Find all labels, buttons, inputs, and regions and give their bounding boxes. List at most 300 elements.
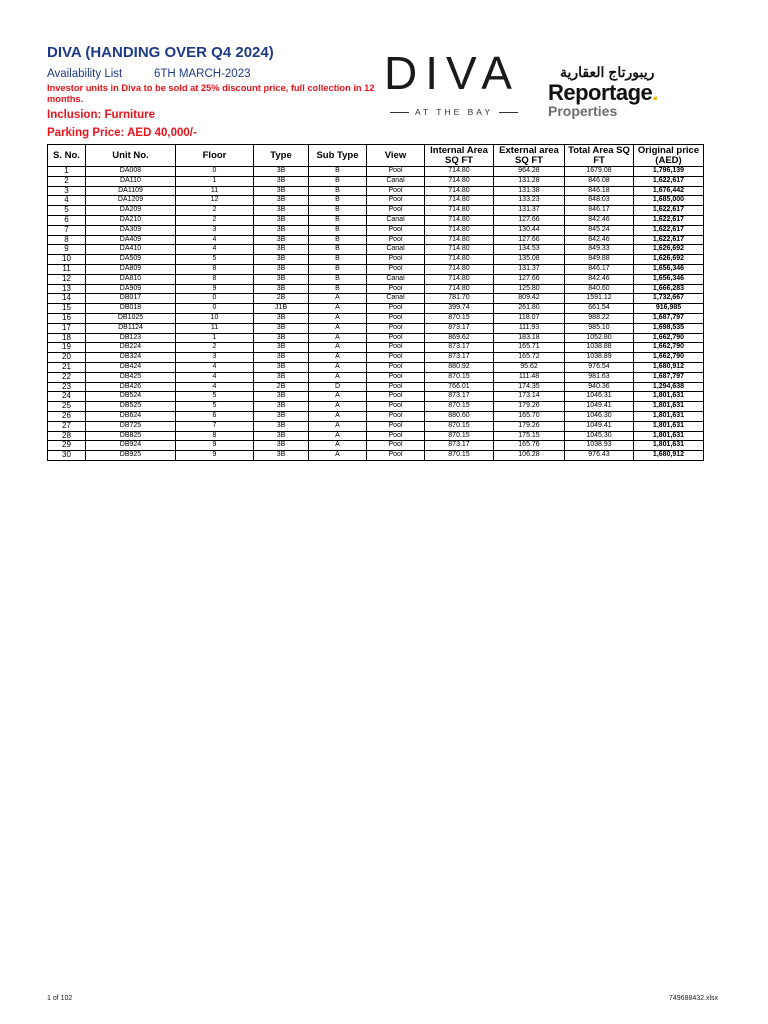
cell-total-area: 940.36 (565, 382, 634, 392)
table-row (48, 284, 704, 294)
cell-external-area: 183.18 (494, 333, 565, 343)
table-row (48, 304, 704, 314)
properties-wordmark: Properties (548, 103, 618, 119)
at-the-bay-tagline (384, 105, 524, 119)
cell-internal-area: 714.80 (425, 167, 494, 177)
cell-original-price: 1,801,631 (634, 411, 704, 421)
cell-view: Pool (367, 304, 425, 314)
cell-unit-no: DA1209 (86, 196, 176, 206)
cell-external-area: 111.93 (494, 323, 565, 333)
cell-view: Pool (367, 402, 425, 412)
cell-sno: 29 (48, 441, 86, 451)
cell-total-area: 849.88 (565, 255, 634, 265)
cell-view: Pool (367, 225, 425, 235)
cell-floor: 9 (176, 451, 254, 461)
cell-original-price: 1,698,535 (634, 323, 704, 333)
cell-external-area: 131.37 (494, 264, 565, 274)
cell-external-area: 135.08 (494, 255, 565, 265)
cell-unit-no: DA209 (86, 206, 176, 216)
cell-total-area: 661.54 (565, 304, 634, 314)
cell-subtype: B (309, 167, 367, 177)
cell-floor: 4 (176, 245, 254, 255)
cell-floor: 4 (176, 362, 254, 372)
cell-sno: 27 (48, 421, 86, 431)
table-row (48, 333, 704, 343)
cell-floor: 9 (176, 441, 254, 451)
cell-subtype: A (309, 411, 367, 421)
cell-view: Pool (367, 186, 425, 196)
cell-total-area: 1045.30 (565, 431, 634, 441)
table-row (48, 176, 704, 186)
cell-internal-area: 714.80 (425, 284, 494, 294)
cell-original-price: 1,680,912 (634, 451, 704, 461)
cell-sno: 15 (48, 304, 86, 314)
cell-internal-area: 870.15 (425, 431, 494, 441)
cell-floor: 5 (176, 255, 254, 265)
cell-internal-area: 714.80 (425, 186, 494, 196)
cell-original-price: 1,801,631 (634, 421, 704, 431)
cell-floor: 8 (176, 264, 254, 274)
cell-floor: 1 (176, 176, 254, 186)
cell-original-price: 1,622,617 (634, 225, 704, 235)
cell-type: 3B (254, 402, 309, 412)
availability-label: Availability List (47, 68, 123, 80)
cell-view: Pool (367, 353, 425, 363)
cell-floor: 2 (176, 215, 254, 225)
table-row (48, 274, 704, 284)
table-row (48, 264, 704, 274)
cell-external-area: 95.62 (494, 362, 565, 372)
cell-view: Canal (367, 294, 425, 304)
cell-type: 2B (254, 294, 309, 304)
cell-internal-area: 873.17 (425, 343, 494, 353)
cell-sno: 4 (48, 196, 86, 206)
cell-unit-no: DA110 (86, 176, 176, 186)
cell-original-price: 916,985 (634, 304, 704, 314)
cell-type: 3B (254, 235, 309, 245)
cell-unit-no: DA810 (86, 274, 176, 284)
cell-total-area: 842.46 (565, 274, 634, 284)
page-number: 1 of 102 (47, 995, 73, 1002)
cell-type: 3B (254, 196, 309, 206)
cell-view: Pool (367, 313, 425, 323)
table-row (48, 167, 704, 177)
cell-view: Pool (367, 421, 425, 431)
cell-view: Pool (367, 235, 425, 245)
cell-original-price: 1,687,797 (634, 372, 704, 382)
cell-floor: 4 (176, 372, 254, 382)
cell-floor: 12 (176, 196, 254, 206)
cell-total-area: 1046.31 (565, 392, 634, 402)
cell-external-area: 809.42 (494, 294, 565, 304)
cell-total-area: 1049.41 (565, 402, 634, 412)
cell-subtype: B (309, 264, 367, 274)
cell-total-area: 1591.12 (565, 294, 634, 304)
cell-subtype: A (309, 431, 367, 441)
cell-sno: 2 (48, 176, 86, 186)
cell-subtype: B (309, 225, 367, 235)
cell-external-area: 125.80 (494, 284, 565, 294)
cell-subtype: B (309, 206, 367, 216)
cell-total-area: 976.43 (565, 451, 634, 461)
cell-unit-no: DB725 (86, 421, 176, 431)
cell-view: Pool (367, 382, 425, 392)
cell-internal-area: 880.92 (425, 362, 494, 372)
cell-view: Pool (367, 362, 425, 372)
tagline-rule-right (499, 112, 518, 113)
cell-unit-no: DA410 (86, 245, 176, 255)
table-row (48, 225, 704, 235)
cell-external-area: 134.53 (494, 245, 565, 255)
cell-subtype: A (309, 333, 367, 343)
cell-internal-area: 873.17 (425, 323, 494, 333)
col-header-unit: Unit No. (86, 145, 176, 167)
diva-wordmark: DIVA (384, 47, 520, 99)
cell-external-area: 165.71 (494, 343, 565, 353)
table-row (48, 392, 704, 402)
cell-original-price: 1,656,346 (634, 274, 704, 284)
table-body (48, 167, 704, 461)
cell-total-area: 842.46 (565, 215, 634, 225)
cell-total-area: 1046.30 (565, 411, 634, 421)
cell-view: Pool (367, 255, 425, 265)
cell-total-area: 849.33 (565, 245, 634, 255)
cell-external-area: 173.14 (494, 392, 565, 402)
cell-original-price: 1,622,617 (634, 215, 704, 225)
cell-type: 3B (254, 284, 309, 294)
cell-internal-area: 766.01 (425, 382, 494, 392)
at-the-bay-text: AT THE BAY (414, 107, 494, 117)
cell-unit-no: DA008 (86, 167, 176, 177)
cell-subtype: B (309, 215, 367, 225)
cell-total-area: 846.17 (565, 264, 634, 274)
cell-type: 3B (254, 215, 309, 225)
cell-external-area: 175.15 (494, 431, 565, 441)
table-row (48, 421, 704, 431)
col-header-original-price: Original price (AED) (634, 145, 704, 167)
cell-type: 3B (254, 421, 309, 431)
cell-floor: 2 (176, 343, 254, 353)
cell-type: 3B (254, 392, 309, 402)
cell-unit-no: DB624 (86, 411, 176, 421)
cell-original-price: 1,687,797 (634, 313, 704, 323)
cell-internal-area: 870.15 (425, 402, 494, 412)
cell-subtype: B (309, 196, 367, 206)
cell-total-area: 846.18 (565, 186, 634, 196)
cell-type: 3B (254, 245, 309, 255)
cell-original-price: 1,622,617 (634, 206, 704, 216)
cell-sno: 7 (48, 225, 86, 235)
col-header-total-area: Total Area SQ FT (565, 145, 634, 167)
cell-floor: 8 (176, 274, 254, 284)
cell-type: 3B (254, 451, 309, 461)
cell-floor: 1 (176, 333, 254, 343)
cell-type: 3B (254, 313, 309, 323)
cell-external-area: 106.28 (494, 451, 565, 461)
cell-total-area: 988.22 (565, 313, 634, 323)
cell-subtype: A (309, 323, 367, 333)
cell-unit-no: DB925 (86, 451, 176, 461)
cell-internal-area: 714.80 (425, 176, 494, 186)
cell-internal-area: 870.15 (425, 313, 494, 323)
cell-subtype: B (309, 235, 367, 245)
file-name: 749688432.xlsx (669, 995, 719, 1002)
cell-subtype: A (309, 372, 367, 382)
cell-view: Pool (367, 441, 425, 451)
cell-sno: 11 (48, 264, 86, 274)
cell-unit-no: DA809 (86, 264, 176, 274)
cell-floor: 11 (176, 186, 254, 196)
cell-subtype: A (309, 392, 367, 402)
cell-floor: 3 (176, 225, 254, 235)
cell-unit-no: DB524 (86, 392, 176, 402)
cell-sno: 1 (48, 167, 86, 177)
cell-floor: 2 (176, 206, 254, 216)
cell-type: 3B (254, 255, 309, 265)
cell-unit-no: DB017 (86, 294, 176, 304)
cell-unit-no: DA509 (86, 255, 176, 265)
col-header-subtype: Sub Type (309, 145, 367, 167)
cell-sno: 9 (48, 245, 86, 255)
cell-floor: 7 (176, 421, 254, 431)
cell-sno: 23 (48, 382, 86, 392)
cell-floor: 6 (176, 411, 254, 421)
cell-internal-area: 399.74 (425, 304, 494, 314)
cell-type: 3B (254, 372, 309, 382)
availability-date: 6TH MARCH-2023 (154, 68, 251, 80)
cell-view: Pool (367, 372, 425, 382)
cell-external-area: 130.44 (494, 225, 565, 235)
cell-view: Pool (367, 343, 425, 353)
cell-internal-area: 714.80 (425, 274, 494, 284)
cell-subtype: A (309, 313, 367, 323)
cell-floor: 10 (176, 313, 254, 323)
cell-unit-no: DB525 (86, 402, 176, 412)
table-row (48, 245, 704, 255)
cell-unit-no: DB224 (86, 343, 176, 353)
table-row (48, 215, 704, 225)
cell-external-area: 174.35 (494, 382, 565, 392)
cell-subtype: A (309, 343, 367, 353)
cell-sno: 6 (48, 215, 86, 225)
cell-unit-no: DB426 (86, 382, 176, 392)
cell-type: J1B (254, 304, 309, 314)
reportage-text: Reportage (548, 80, 653, 105)
cell-floor: 4 (176, 382, 254, 392)
cell-type: 3B (254, 323, 309, 333)
cell-internal-area: 714.80 (425, 215, 494, 225)
cell-total-area: 848.03 (565, 196, 634, 206)
cell-external-area: 133.23 (494, 196, 565, 206)
investor-notice: Investor units in Diva to be sold at 25% discount price, full collection in 12 months. (47, 83, 375, 104)
cell-subtype: A (309, 451, 367, 461)
cell-type: 3B (254, 441, 309, 451)
cell-external-area: 127.66 (494, 215, 565, 225)
cell-type: 3B (254, 206, 309, 216)
cell-view: Pool (367, 451, 425, 461)
table-row (48, 235, 704, 245)
cell-original-price: 1,796,139 (634, 167, 704, 177)
cell-external-area: 165.76 (494, 441, 565, 451)
table-row (48, 402, 704, 412)
cell-floor: 4 (176, 235, 254, 245)
cell-type: 3B (254, 186, 309, 196)
cell-sno: 19 (48, 343, 86, 353)
cell-unit-no: DB425 (86, 372, 176, 382)
cell-sno: 14 (48, 294, 86, 304)
cell-total-area: 976.54 (565, 362, 634, 372)
cell-total-area: 840.60 (565, 284, 634, 294)
cell-unit-no: DA909 (86, 284, 176, 294)
cell-internal-area: 869.62 (425, 333, 494, 343)
cell-original-price: 1,801,631 (634, 402, 704, 412)
table-row (48, 353, 704, 363)
cell-type: 3B (254, 343, 309, 353)
cell-external-area: 261.80 (494, 304, 565, 314)
cell-external-area: 118.07 (494, 313, 565, 323)
cell-external-area: 964.28 (494, 167, 565, 177)
cell-subtype: A (309, 353, 367, 363)
cell-type: 3B (254, 353, 309, 363)
cell-external-area: 111.48 (494, 372, 565, 382)
cell-subtype: A (309, 402, 367, 412)
cell-original-price: 1,685,000 (634, 196, 704, 206)
cell-view: Canal (367, 215, 425, 225)
cell-internal-area: 714.80 (425, 235, 494, 245)
cell-sno: 21 (48, 362, 86, 372)
cell-type: 3B (254, 225, 309, 235)
table-row (48, 206, 704, 216)
cell-type: 3B (254, 431, 309, 441)
table-row (48, 441, 704, 451)
cell-view: Pool (367, 431, 425, 441)
col-header-type: Type (254, 145, 309, 167)
cell-sno: 24 (48, 392, 86, 402)
cell-unit-no: DB1124 (86, 323, 176, 333)
cell-original-price: 1,662,790 (634, 333, 704, 343)
cell-sno: 20 (48, 353, 86, 363)
cell-floor: 0 (176, 167, 254, 177)
table-row (48, 196, 704, 206)
cell-view: Pool (367, 206, 425, 216)
cell-sno: 30 (48, 451, 86, 461)
cell-unit-no: DA309 (86, 225, 176, 235)
cell-external-area: 127.66 (494, 235, 565, 245)
cell-unit-no: DB424 (86, 362, 176, 372)
availability-line (47, 68, 251, 80)
cell-view: Pool (367, 264, 425, 274)
cell-original-price: 1,801,631 (634, 392, 704, 402)
cell-original-price: 1,732,667 (634, 294, 704, 304)
cell-type: 3B (254, 176, 309, 186)
cell-sno: 26 (48, 411, 86, 421)
table-row (48, 362, 704, 372)
cell-floor: 5 (176, 392, 254, 402)
cell-original-price: 1,656,346 (634, 264, 704, 274)
cell-unit-no: DB924 (86, 441, 176, 451)
cell-sno: 16 (48, 313, 86, 323)
table-row (48, 382, 704, 392)
table-row (48, 186, 704, 196)
cell-view: Pool (367, 284, 425, 294)
cell-floor: 9 (176, 284, 254, 294)
cell-type: 3B (254, 362, 309, 372)
cell-external-area: 131.38 (494, 186, 565, 196)
cell-subtype: B (309, 176, 367, 186)
cell-subtype: A (309, 294, 367, 304)
cell-total-area: 981.63 (565, 372, 634, 382)
cell-external-area: 127.66 (494, 274, 565, 284)
cell-sno: 17 (48, 323, 86, 333)
cell-total-area: 846.17 (565, 206, 634, 216)
cell-type: 3B (254, 274, 309, 284)
table-row (48, 313, 704, 323)
cell-total-area: 845.24 (565, 225, 634, 235)
cell-total-area: 1679.08 (565, 167, 634, 177)
cell-sno: 22 (48, 372, 86, 382)
col-header-internal-area: Internal Area SQ FT (425, 145, 494, 167)
cell-sno: 3 (48, 186, 86, 196)
cell-sno: 13 (48, 284, 86, 294)
cell-floor: 11 (176, 323, 254, 333)
cell-internal-area: 714.80 (425, 255, 494, 265)
document-title: DIVA (HANDING OVER Q4 2024) (47, 44, 274, 61)
cell-view: Canal (367, 245, 425, 255)
cell-sno: 8 (48, 235, 86, 245)
col-header-sno: S. No. (48, 145, 86, 167)
cell-unit-no: DA1109 (86, 186, 176, 196)
cell-subtype: B (309, 284, 367, 294)
cell-sno: 12 (48, 274, 86, 284)
cell-original-price: 1,662,790 (634, 353, 704, 363)
cell-total-area: 1038.89 (565, 353, 634, 363)
cell-original-price: 1,801,631 (634, 431, 704, 441)
cell-unit-no: DB123 (86, 333, 176, 343)
cell-unit-no: DB825 (86, 431, 176, 441)
cell-subtype: A (309, 304, 367, 314)
cell-original-price: 1,622,617 (634, 235, 704, 245)
cell-original-price: 1,622,617 (634, 176, 704, 186)
cell-external-area: 131.37 (494, 206, 565, 216)
availability-table (47, 144, 704, 461)
cell-internal-area: 714.80 (425, 225, 494, 235)
cell-unit-no: DA210 (86, 215, 176, 225)
table-row (48, 411, 704, 421)
cell-unit-no: DA409 (86, 235, 176, 245)
cell-type: 3B (254, 264, 309, 274)
cell-original-price: 1,662,790 (634, 343, 704, 353)
cell-subtype: A (309, 421, 367, 431)
col-header-view: View (367, 145, 425, 167)
cell-type: 3B (254, 411, 309, 421)
cell-sno: 10 (48, 255, 86, 265)
cell-view: Pool (367, 323, 425, 333)
cell-view: Pool (367, 411, 425, 421)
cell-type: 3B (254, 167, 309, 177)
cell-internal-area: 714.80 (425, 206, 494, 216)
cell-view: Pool (367, 167, 425, 177)
cell-original-price: 1,666,283 (634, 284, 704, 294)
table-row (48, 431, 704, 441)
cell-internal-area: 873.17 (425, 353, 494, 363)
cell-internal-area: 880.60 (425, 411, 494, 421)
cell-total-area: 1038.88 (565, 343, 634, 353)
cell-internal-area: 870.15 (425, 372, 494, 382)
brand-logo (380, 47, 700, 124)
cell-total-area: 985.10 (565, 323, 634, 333)
col-header-external-area: External area SQ FT (494, 145, 565, 167)
cell-view: Pool (367, 392, 425, 402)
